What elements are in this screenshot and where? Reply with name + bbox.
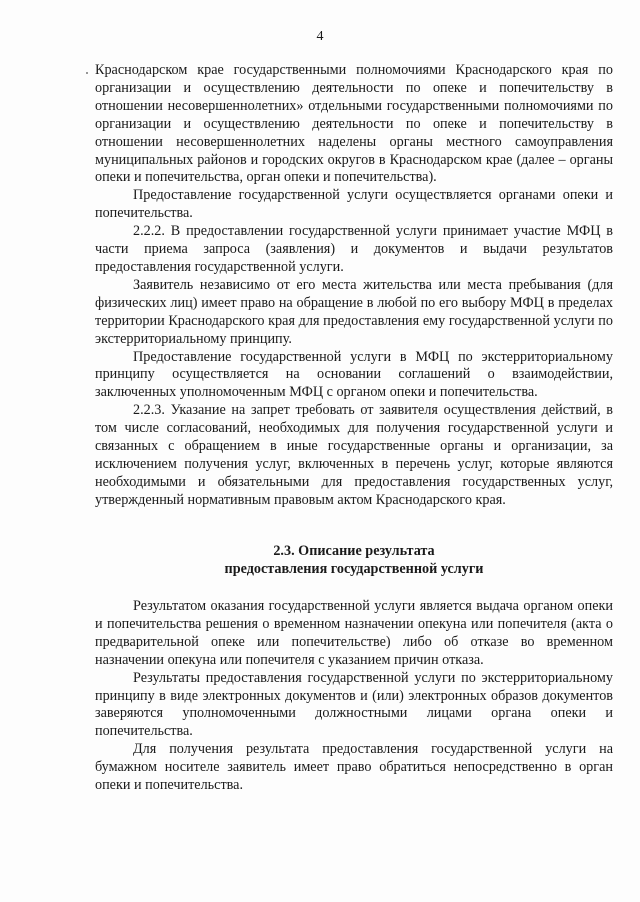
section-heading-line-2: предоставления государственной услуги — [224, 560, 484, 577]
paragraph: Предоставление государственной услуги осуществляется органами опеки и попечительства. — [95, 187, 613, 222]
scan-artifact-dot — [86, 72, 88, 74]
paragraph-2-2-2: 2.2.2. В предоставлении государственной услуги принимает участие МФЦ в части приема запроса (заявления) и документов и выдачи результатов предоставления государственной услуги. — [95, 223, 613, 275]
page-number: 4 — [316, 29, 324, 44]
body-text-top — [95, 62, 613, 510]
section-heading — [95, 543, 613, 579]
paragraph: Результатом оказания государственной услуги является выдача органом опеки и попечительства решения о временном назначении опекуна или попечителя (акта о предварительной опеке или попечительстве) либо об отказе во временном назначении опекуна или попечителя с указанием причин отказа. — [95, 598, 613, 668]
paragraph: Заявитель независимо от его места жительства или места пребывания (для физических лиц) имеет право на обращение в любой по его выбору МФЦ в пределах территории Краснодарского края для предоставления ему государственной услуги по экстерриториальному принципу. — [95, 276, 613, 347]
paragraph: Предоставление государственной услуги в МФЦ по экстерриториальному принципу осуществляется на основании соглашений о взаимодействии, заключенных уполномоченным МФЦ с органом опеки и попечительства. — [95, 348, 613, 401]
body-text-bottom — [95, 598, 613, 795]
section-heading-line-1: 2.3. Описание результата — [273, 543, 435, 559]
paragraph-2-2-3: 2.2.3. Указание на запрет требовать от заявителя осуществления действий, в том числе согласований, необходимых для получения государственной услуги и связанных с обращением в иные государственные органы и организации, за исключением получения услуг, включенных в перечень услуг, которые являются необходимыми и обязательными для предоставления государственных услуг, утвержденный нормативным правовым актом Краснодарского края. — [95, 402, 613, 508]
paragraph: Для получения результата предоставления государственной услуги на бумажном носителе заявитель имеет право обратиться непосредственно в орган опеки и попечительства. — [95, 741, 613, 794]
paragraph: Результаты предоставления государственной услуги по экстерриториальному принципу в виде электронных документов и (или) электронных образов документов заверяются уполномоченными должностными лицами органа опеки и попечительства. — [95, 669, 613, 740]
paragraph-continuation: Краснодарском крае государственными полномочиями Краснодарского края по организации и осуществлению деятельности по опеке и попечительству в отношении несовершеннолетних» отдельными государственными полномочиями по организации и осуществлению деятельности по опеке и попечительству в отношении несовершеннолетних наделены органы местного самоуправления муниципальных районов и городских округов в Краснодарском крае (далее – органы опеки и попечительства, орган опеки и попечительства). — [95, 62, 613, 186]
